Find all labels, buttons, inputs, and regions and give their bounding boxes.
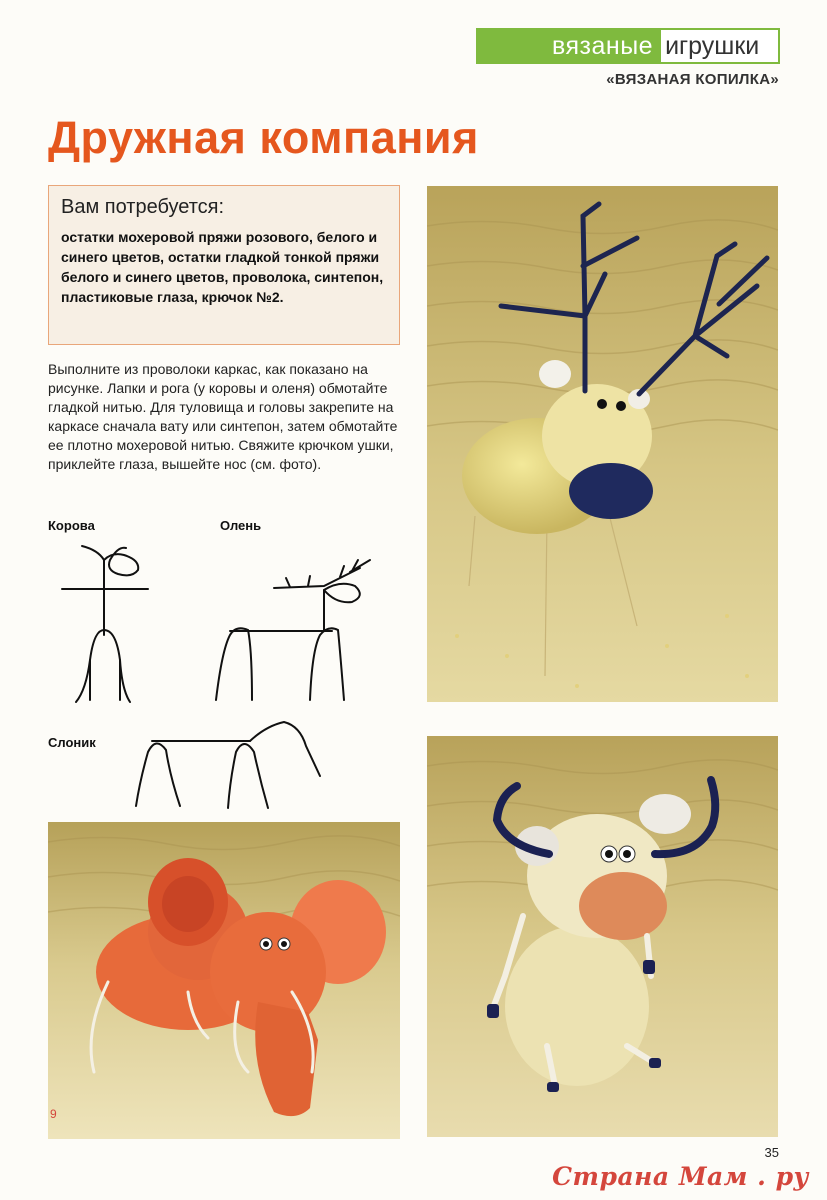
photo-cow [427,736,778,1137]
instructions-text: Выполните из проволоки каркас, как показано на рисунке. Лапки и рога (у коровы и оленя) обмотайте гладкой нитью. Для туловища и головы закрепите на каркасе сначала вату или синтепон, затем обмотайте ее плотно мохеровой нитью. Свяжите крючком ушки, приклейте глаза, вышейте нос (см. фото). [48,361,398,472]
section-tag-topic: игрушки [659,28,780,64]
materials-box [48,185,400,345]
elephant-wire-diagram [136,722,320,808]
page-number: 35 [764,1145,779,1160]
diagram-label-cow: Корова [48,518,95,533]
page-title: Дружная компания [48,112,479,163]
deer-wire-diagram [216,560,370,700]
section-tag [476,28,780,64]
photo-deer [427,186,778,702]
materials-list: остатки мохеровой пряжи розового, белого и синего цветов, остатки гладкой тонкой пряжи белого и синего цветов, проволока, синтепон, пластиковые глаза, крючок №2. [61,229,384,305]
column-subtitle: «ВЯЗАНАЯ КОПИЛКА» [606,71,779,88]
diagram-label-deer: Олень [220,518,262,533]
wire-frame-diagrams [40,530,410,820]
section-tag-category: вязаные [476,28,659,64]
svg-text:9: 9 [50,1107,57,1121]
watermark: Страна Мам . ру [552,1162,809,1191]
diagram-label-elephant: Слоник [48,735,96,750]
photo-elephant [48,822,400,1139]
materials-heading: Вам потребуется: [61,196,225,218]
cow-wire-diagram [62,546,148,702]
